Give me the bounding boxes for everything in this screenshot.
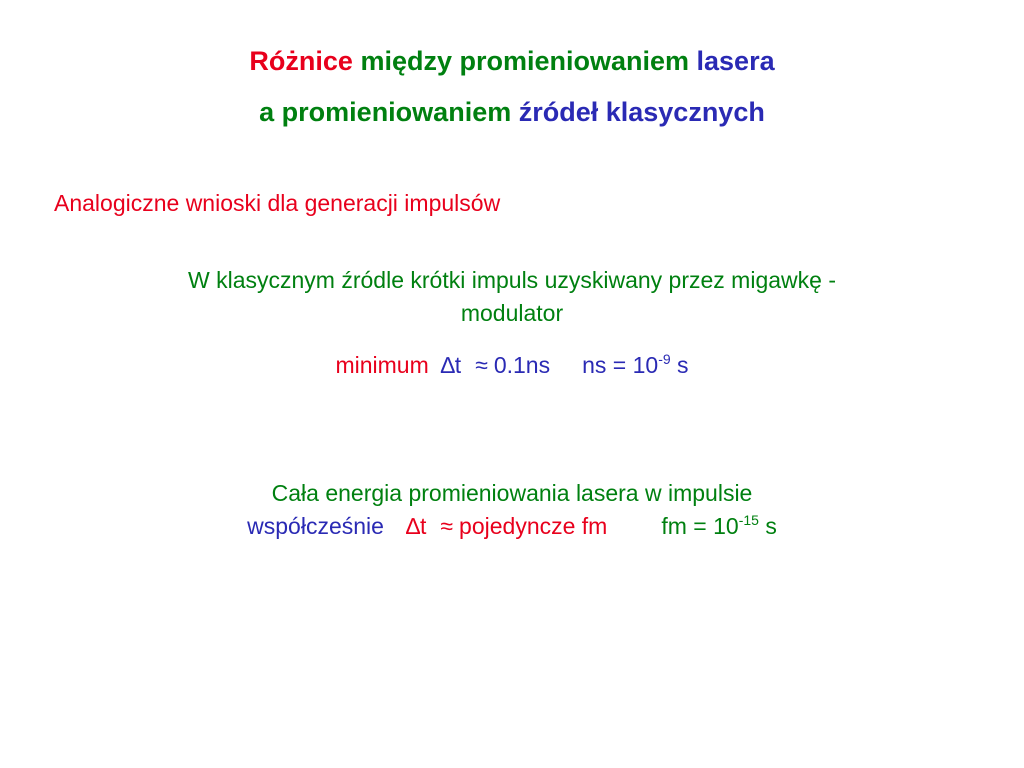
slide-title-line-1 xyxy=(0,44,1024,78)
ns-definition-unit: s xyxy=(670,352,689,378)
ns-definition-base: ns = 10 xyxy=(582,352,659,378)
classical-minimum-line xyxy=(0,350,1024,381)
title-text-a-promieniowaniem: a promieniowaniem xyxy=(259,97,519,127)
delta-t-symbol: ∆t xyxy=(440,352,462,378)
fm-definition-base: fm = 10 xyxy=(661,513,739,539)
subtitle-analogiczne-wnioski: Analogiczne wnioski dla generacji impulsów xyxy=(54,190,501,216)
laser-now-line xyxy=(0,511,1024,542)
laser-energy-line: Cała energia promieniowania lasera w impulsie xyxy=(271,480,753,506)
fm-definition-exponent: -15 xyxy=(738,512,759,528)
now-label: współcześnie xyxy=(247,513,384,539)
minimum-label: minimum xyxy=(335,352,429,378)
title-text-miedzy: między promieniowaniem xyxy=(352,46,697,76)
ns-definition-exponent: -9 xyxy=(658,351,671,367)
ns-definition xyxy=(582,352,688,378)
laser-delta-t-symbol: ∆t xyxy=(405,513,427,539)
fm-definition-unit: s xyxy=(758,513,777,539)
classical-source-line-1: W klasycznym źródle krótki impuls uzyskiwany przez migawkę - xyxy=(188,267,836,293)
minimum-value: 0.1ns xyxy=(493,352,551,378)
laser-value: pojedyncze fm xyxy=(459,513,608,539)
title-word-lasera: lasera xyxy=(696,46,775,76)
title-word-roznice: Różnice xyxy=(249,46,353,76)
slide-title-line-2 xyxy=(0,95,1024,129)
classical-source-line-2: modulator xyxy=(460,300,564,326)
title-text-zrodel-klasycznych: źródeł klasycznych xyxy=(518,97,765,127)
fm-definition xyxy=(661,513,776,539)
laser-approx-symbol: ≈ xyxy=(440,513,454,539)
approx-symbol: ≈ xyxy=(475,352,488,378)
